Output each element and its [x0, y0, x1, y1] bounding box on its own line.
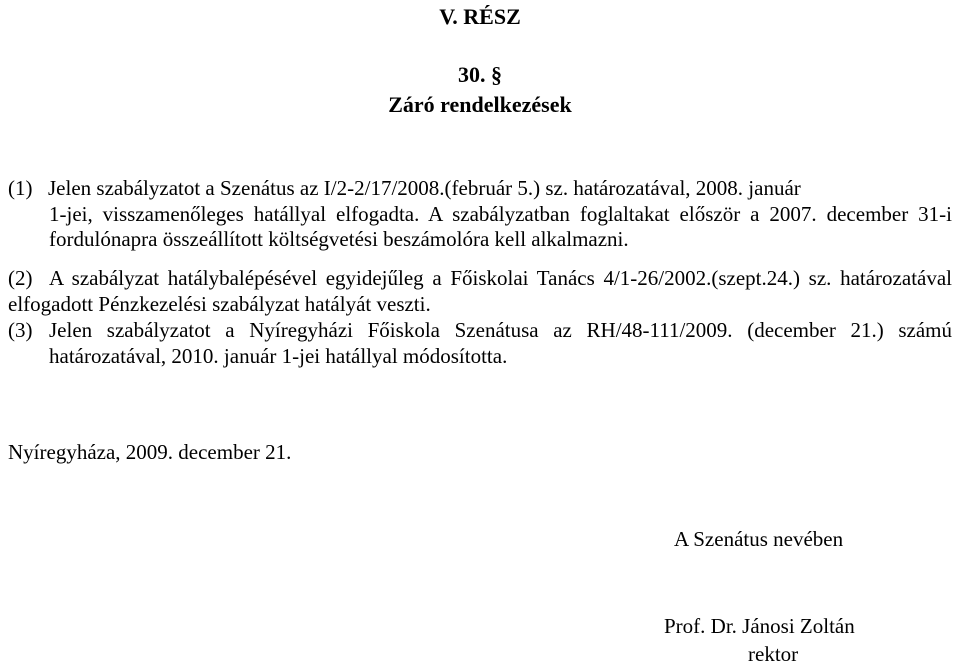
- paragraph-1-continuation: 1-jei, visszamenőleges hatállyal elfogadta. A szabályzatban foglaltakat először a 2007. december 31-i fordulónapra összeállított költségvetési beszámolóra kell alkalmazni.: [49, 201, 952, 251]
- paragraph-1-first-line: [8, 176, 952, 202]
- paragraph-1: [8, 176, 952, 253]
- signer-title: rektor: [748, 642, 799, 666]
- paragraph-1-number: (1): [8, 176, 33, 200]
- paragraph-3-text: Jelen szabályzatot a Nyíregyházi Főiskola Szenátusa az RH/48-111/2009. (december 21.) számú határozatával, 2010. január 1-jei hatállyal módosította.: [49, 318, 952, 368]
- paragraph-1-first-line-text: Jelen szabályzatot a Szenátus az I/2-2/17/2008.(február 5.) sz. határozatával, 2008. január: [48, 176, 801, 200]
- paragraph-2-number: (2): [8, 266, 33, 290]
- signature-caption: A Szenátus nevében: [674, 527, 844, 551]
- signer-name: Prof. Dr. Jánosi Zoltán: [664, 614, 855, 638]
- section-number: 30. §: [458, 62, 502, 87]
- place-date: Nyíregyháza, 2009. december 21.: [8, 440, 292, 464]
- paragraph-2: [8, 266, 952, 317]
- paragraph-2-text: A szabályzat hatálybalépésével egyidejűleg a Főiskolai Tanács 4/1-26/2002.(szept.24.) sz. határozatával elfogadott Pénzkezelési szabályzat hatályát veszti.: [8, 266, 952, 316]
- part-title: V. RÉSZ: [439, 4, 521, 29]
- section-title: Záró rendelkezések: [388, 92, 572, 117]
- paragraph-3-number: (3): [8, 318, 33, 342]
- paragraph-3: [8, 318, 952, 369]
